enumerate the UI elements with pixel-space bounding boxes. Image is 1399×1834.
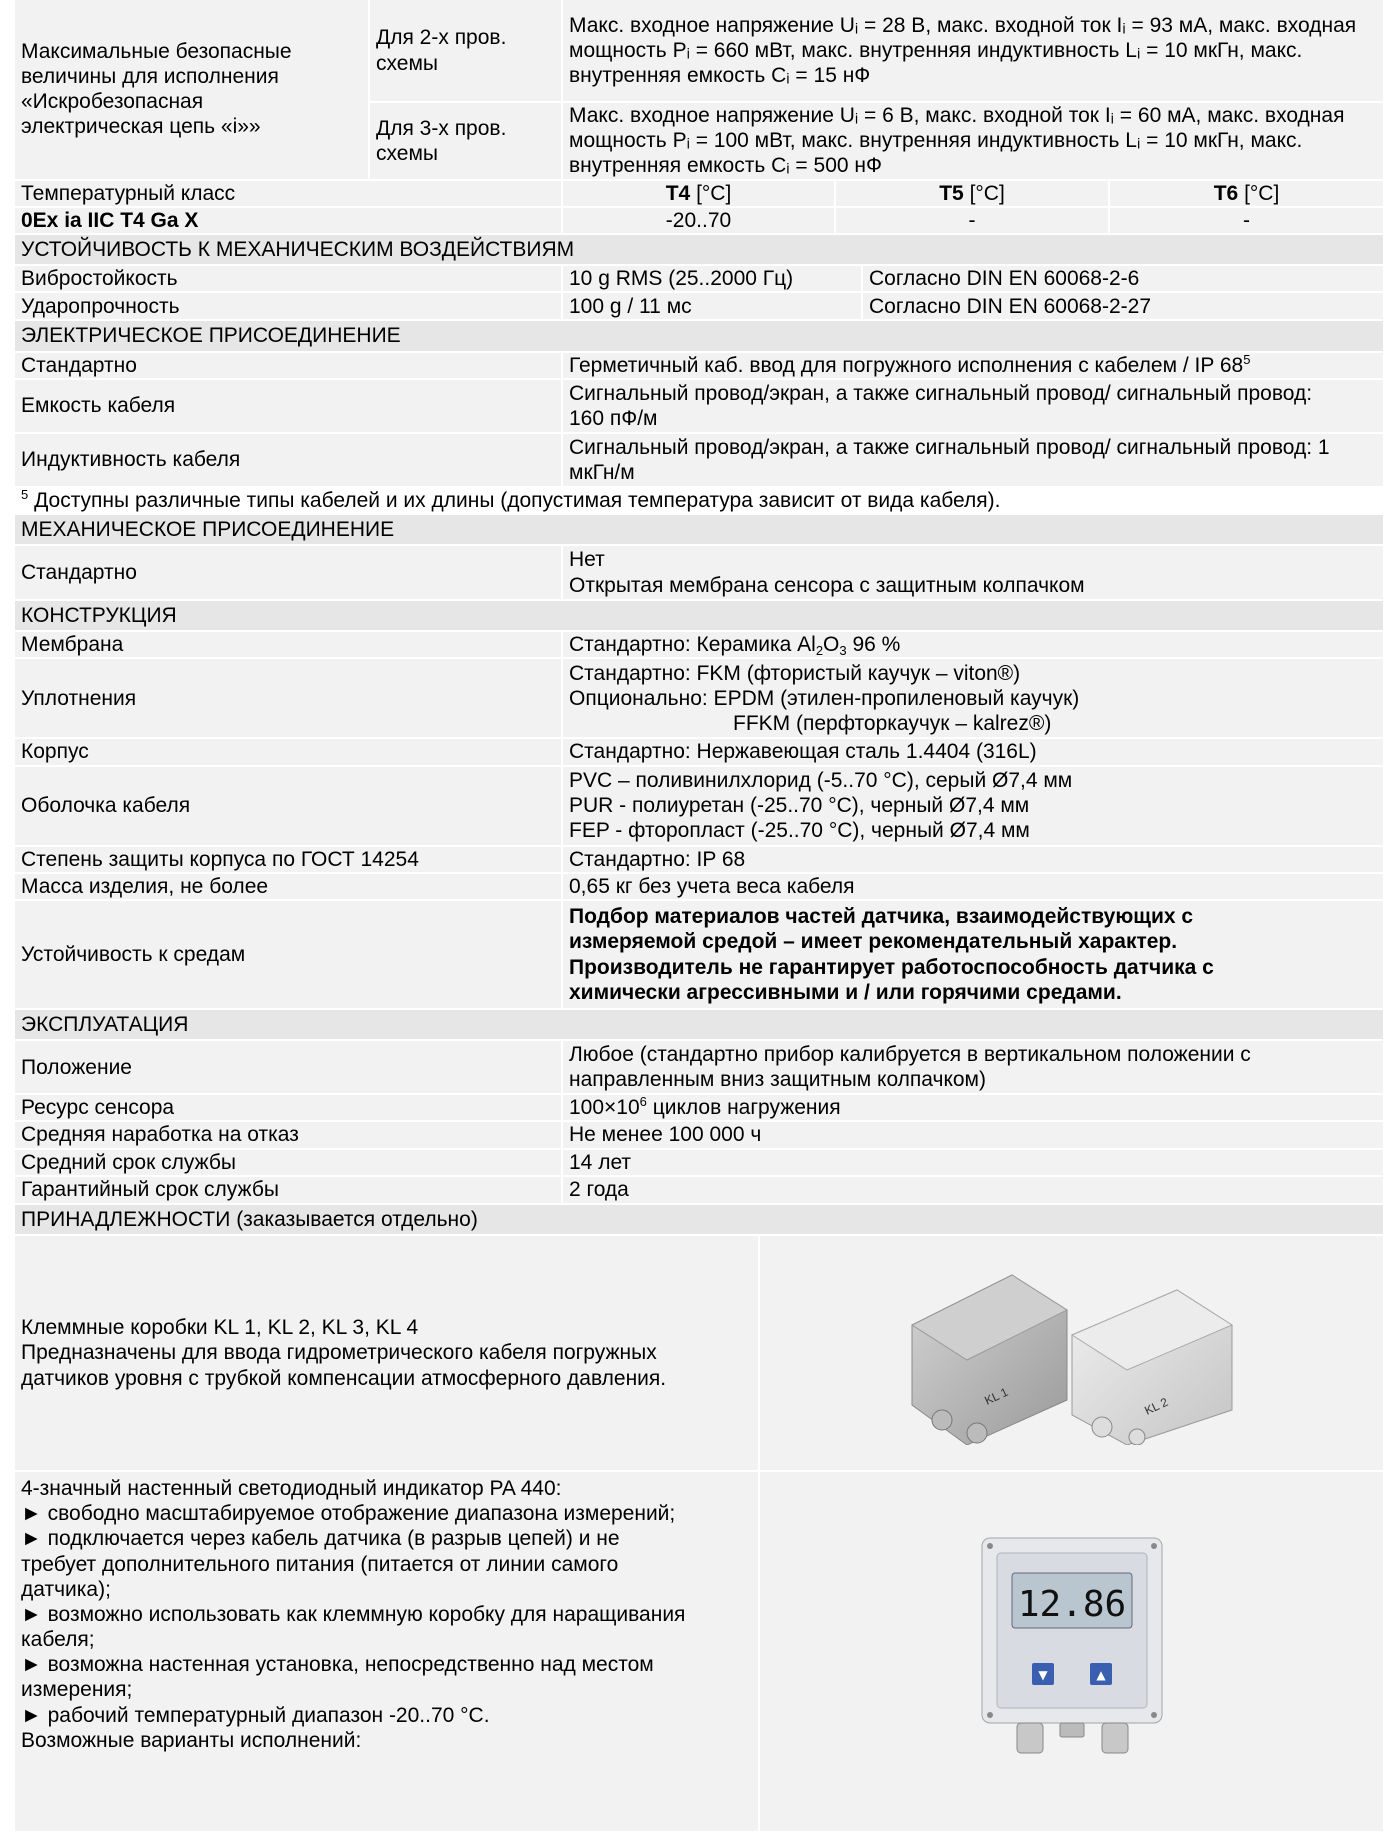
pa440-image-cell: [759, 1471, 1383, 1831]
t6-value: -: [1109, 207, 1383, 233]
terminal-boxes-image: [892, 1255, 1252, 1445]
cable-sheath-label: Оболочка кабеля: [21, 794, 191, 818]
t4-value: -20..70: [562, 207, 835, 233]
three-wire-values: Макс. входное напряжение Uᵢ = 6 В, макс. входной ток Iᵢ = 60 мА, макс. входная мощность Pᵢ = 100 мВт, макс. внутренняя индуктивность Lᵢ = 10 мкГн, макс. внутренняя емкость Cᵢ = 500 нФ: [562, 102, 1383, 179]
intrinsic-safety-table: [15, 0, 1383, 179]
vibration-label: Вибростойкость: [21, 267, 178, 291]
membrane-value: Стандартно: Керамика Al2O3 96 %: [562, 631, 1383, 658]
vibration-value: 10 g RMS (25..2000 Гц): [562, 265, 862, 292]
mass-value: 0,65 кг без учета веса кабеля: [562, 873, 1383, 900]
sensor-resource-label: Ресурс сенсора: [21, 1096, 175, 1120]
cable-sheath-value: PVC – поливинилхлорид (-5..70 °C), серый Ø7,4 мм PUR - полиуретан (-25..70 °C), черный Ø7,4 мм FEP - фторопласт (-25..70 °C), черный Ø7,4 мм: [562, 766, 1383, 846]
two-wire-scheme: Для 2-х пров. схемы: [369, 0, 562, 102]
svg-text:KL 1: KL 1: [981, 1384, 1010, 1408]
datasheet: [15, 0, 1383, 1831]
mechanical-connection-table: [15, 513, 1383, 599]
cable-capacitance-label: Емкость кабеля: [21, 394, 176, 418]
intrinsic-label: Максимальные безопасные величины для исполнения «Искробезопасная электрическая цепь «i»»: [21, 39, 292, 139]
svg-text:KL 2: KL 2: [1141, 1394, 1170, 1418]
mechanical-resistance-table: [15, 233, 1383, 319]
section-title-mechanical-resistance: УСТОЙЧИВОСТЬ К МЕХАНИЧЕСКИМ ВОЗДЕЙСТВИЯМ: [15, 234, 1383, 265]
electrical-standard-label: Стандартно: [21, 353, 137, 377]
pa440-description: 4-значный настенный светодиодный индикатор PA 440: ► свободно масштабируемое отображение диапазона измерений; ► подключается через кабель датчика (в разрыв цепей) и не требует дополнительного питания (питается от линии самого датчика); ► возможно использовать как клеммную коробку для наращивания кабеля; ► возможна настенная установка, непосредственно над местом измерения; ► рабочий температурный диапазон -20..70 °C. Возможные варианты исполнений:: [21, 1476, 686, 1752]
housing-value: Стандартно: Нержавеющая сталь 1.4404 (316L): [562, 738, 1383, 765]
two-wire-values: Макс. входное напряжение Uᵢ = 28 В, макс. входной ток Iᵢ = 93 мА, макс. входная мощность Pᵢ = 660 мВт, макс. внутренняя индуктивность Lᵢ = 10 мкГн, макс. внутренняя емкость Cᵢ = 15 нФ: [562, 0, 1383, 102]
construction-table: [15, 599, 1383, 1008]
section-title-electrical: ЭЛЕКТРИЧЕСКОЕ ПРИСОЕДИНЕНИЕ: [15, 320, 1383, 351]
seals-value: Стандартно: FKM (фтористый каучук – viton®) Опционально: EPDM (этилен-пропиленовый каучук) FFKM (перфторкаучук – kalrez®): [562, 658, 1383, 738]
position-value: Любое (стандартно прибор калибруется в вертикальном положении с направленным вниз защитным колпачком): [562, 1040, 1383, 1094]
section-title-operation: ЭКСПЛУАТАЦИЯ: [15, 1009, 1383, 1040]
electrical-standard-value: Герметичный каб. ввод для погружного исполнения с кабелем / IP $68^5$: [562, 352, 1383, 379]
warranty-label: Гарантийный срок службы: [21, 1178, 279, 1202]
ex-marking: 0Ex ia IIC T4 Ga X: [21, 208, 199, 232]
temp-class-label: Температурный класс: [21, 181, 236, 205]
accessories-table: [15, 1203, 1383, 1831]
mtbf-value: Не менее 100 000 ч: [562, 1121, 1383, 1148]
housing-label: Корпус: [21, 740, 89, 764]
pa440-indicator-image: [972, 1528, 1172, 1768]
shock-label: Ударопрочность: [21, 294, 180, 318]
membrane-label: Мембрана: [21, 633, 124, 657]
t6-header: T6 [°C]: [1109, 180, 1383, 207]
lifetime-value: 14 лет: [562, 1149, 1383, 1176]
electrical-footnote: $^5$ Доступны различные типы кабелей и их длины (допустимая температура зависит от вида кабеля).: [21, 486, 1001, 512]
cable-capacitance-value: Сигнальный провод/экран, а также сигнальный провод/ сигнальный провод: 160 пФ/м: [562, 379, 1383, 433]
protection-label: Степень защиты корпуса по ГОСТ 14254: [21, 847, 419, 871]
operation-table: [15, 1008, 1383, 1203]
kl-description: Клеммные коробки KL 1, KL 2, KL 3, KL 4 Предназначены для ввода гидрометрического кабеля погружных датчиков уровня с трубкой компенсации атмосферного давления.: [21, 1316, 667, 1390]
temperature-class-table: [15, 179, 1383, 233]
cable-inductance-value: Сигнальный провод/экран, а также сигнальный провод/ сигнальный провод: 1 мкГн/м: [562, 433, 1383, 487]
section-title-construction: КОНСТРУКЦИЯ: [15, 600, 1383, 631]
svg-text:12.86: 12.86: [1017, 1584, 1126, 1626]
warranty-value: 2 года: [562, 1176, 1383, 1203]
svg-text:▲: ▲: [1095, 1668, 1106, 1683]
shock-standard: Согласно DIN EN 60068-2-27: [862, 292, 1383, 319]
position-label: Положение: [21, 1055, 132, 1079]
media-resistance-value: Подбор материалов частей датчика, взаимодействующих с измеряемой средой – имеет рекомендательный характер. Производитель не гарантирует работоспособность датчика с химически агрессивными и / или горячими средами.: [562, 900, 1383, 1008]
t4-header: T4 [°C]: [562, 180, 835, 207]
section-title-mechanical-connection: МЕХАНИЧЕСКОЕ ПРИСОЕДИНЕНИЕ: [15, 514, 1383, 545]
mass-label: Масса изделия, не более: [21, 874, 269, 898]
three-wire-scheme: Для 3-х пров. схемы: [369, 102, 562, 179]
t5-header: T5 [°C]: [835, 180, 1109, 207]
mechanical-connection-value: Нет Открытая мембрана сенсора с защитным колпачком: [562, 545, 1383, 599]
mtbf-label: Средняя наработка на отказ: [21, 1123, 299, 1147]
t5-value: -: [835, 207, 1109, 233]
shock-value: 100 g / 11 мс: [562, 292, 862, 319]
protection-value: Стандартно: IP 68: [562, 846, 1383, 873]
media-resistance-label: Устойчивость к средам: [21, 942, 246, 966]
seals-label: Уплотнения: [21, 686, 137, 710]
kl-image-cell: [759, 1235, 1383, 1471]
vibration-standard: Согласно DIN EN 60068-2-6: [862, 265, 1383, 292]
cable-inductance-label: Индуктивность кабеля: [21, 448, 241, 472]
mechanical-connection-label: Стандартно: [21, 560, 137, 584]
sensor-resource-value: $100\times 10^6$ циклов нагружения: [562, 1094, 1383, 1121]
section-title-accessories: ПРИНАДЛЕЖНОСТИ (заказывается отдельно): [15, 1204, 1383, 1235]
lifetime-label: Средний срок службы: [21, 1150, 236, 1174]
svg-text:▼: ▼: [1037, 1668, 1048, 1683]
electrical-table: [15, 319, 1383, 513]
